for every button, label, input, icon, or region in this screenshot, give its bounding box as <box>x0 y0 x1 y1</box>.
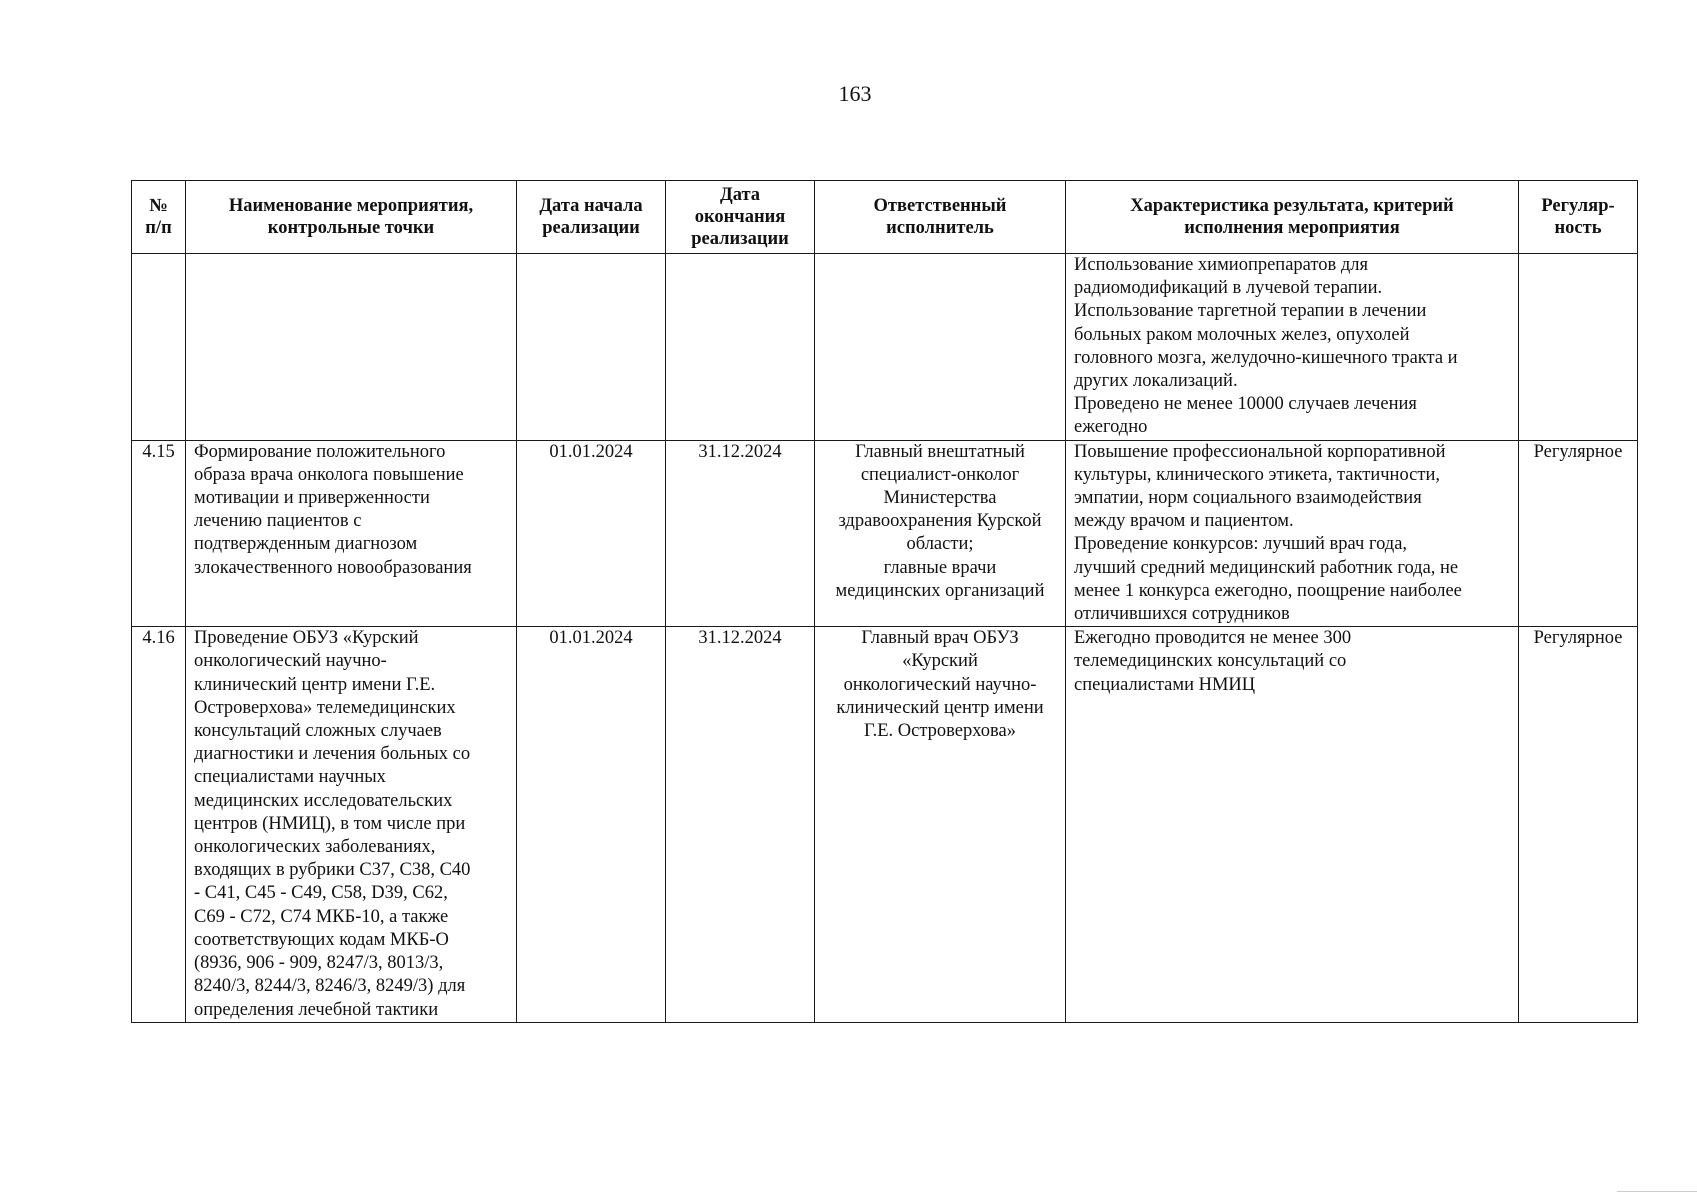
table-row <box>132 440 1638 627</box>
row-result: Использование химиопрепаратов для радиомодификаций в лучевой терапии. Использование таргетной терапии в лечении больных раком молочных желез, опухолей головного мозга, желудочно-кишечного тракта и других локализаций. Проведено не менее 10000 случаев лечения ежегодно <box>1066 254 1519 441</box>
row-num: 4.16 <box>132 627 186 1023</box>
row-name: Проведение ОБУЗ «Курский онкологический научно- клинический центр имени Г.Е. Островерхова» телемедицинских консультаций сложных случаев диагностики и лечения больных со специалистами научных медицинских исследовательских центров (НМИЦ), в том числе при онкологических заболеваниях, входящих в рубрики С37, С38, С40 - С41, С45 - С49, С58, D39, С62, С69 - С72, С74 МКБ-10, а также соответствующих кодам МКБ-О (8936, 906 - 909, 8247/3, 8013/3, 8240/3, 8244/3, 8246/3, 8249/3) для определения лечебной тактики <box>186 627 517 1023</box>
header-responsible: Ответственный исполнитель <box>815 181 1066 254</box>
header-name: Наименование мероприятия, контрольные точки <box>186 181 517 254</box>
page-number: 163 <box>838 81 872 106</box>
activities-table <box>131 180 1638 1023</box>
row-start-date: 01.01.2024 <box>517 627 666 1023</box>
row-name: Формирование положительного образа врача онколога повышение мотивации и приверженности лечению пациентов с подтвержденным диагнозом злокачественного новообразования <box>186 440 517 627</box>
row-num: 4.15 <box>132 440 186 627</box>
row-start-date <box>517 254 666 441</box>
table-row <box>132 254 1638 441</box>
table-header-row <box>132 181 1638 254</box>
row-start-date: 01.01.2024 <box>517 440 666 627</box>
row-regularity: Регулярное <box>1519 627 1638 1023</box>
row-end-date <box>666 254 815 441</box>
row-regularity: Регулярное <box>1519 440 1638 627</box>
row-num <box>132 254 186 441</box>
row-result: Ежегодно проводится не менее 300 телемедицинских консультаций со специалистами НМИЦ <box>1066 627 1519 1023</box>
row-end-date: 31.12.2024 <box>666 440 815 627</box>
row-end-date: 31.12.2024 <box>666 627 815 1023</box>
scan-edge-mark <box>1617 1191 1697 1200</box>
header-num: № п/п <box>132 181 186 254</box>
row-name <box>186 254 517 441</box>
row-responsible <box>815 254 1066 441</box>
row-regularity <box>1519 254 1638 441</box>
header-end-date: Дата окончания реализации <box>666 181 815 254</box>
header-result: Характеристика результата, критерий исполнения мероприятия <box>1066 181 1519 254</box>
row-responsible: Главный врач ОБУЗ «Курский онкологический научно- клинический центр имени Г.Е. Островерхова» <box>815 627 1066 1023</box>
header-regularity: Регуляр- ность <box>1519 181 1638 254</box>
header-start-date: Дата начала реализации <box>517 181 666 254</box>
table-row <box>132 627 1638 1023</box>
row-result: Повышение профессиональной корпоративной культуры, клинического этикета, тактичности, эмпатии, норм социального взаимодействия между врачом и пациентом. Проведение конкурсов: лучший врач года, лучший средний медицинский работник года, не менее 1 конкурса ежегодно, поощрение наиболее отличившихся сотрудников <box>1066 440 1519 627</box>
row-responsible: Главный внештатный специалист-онколог Министерства здравоохранения Курской области; главные врачи медицинских организаций <box>815 440 1066 627</box>
